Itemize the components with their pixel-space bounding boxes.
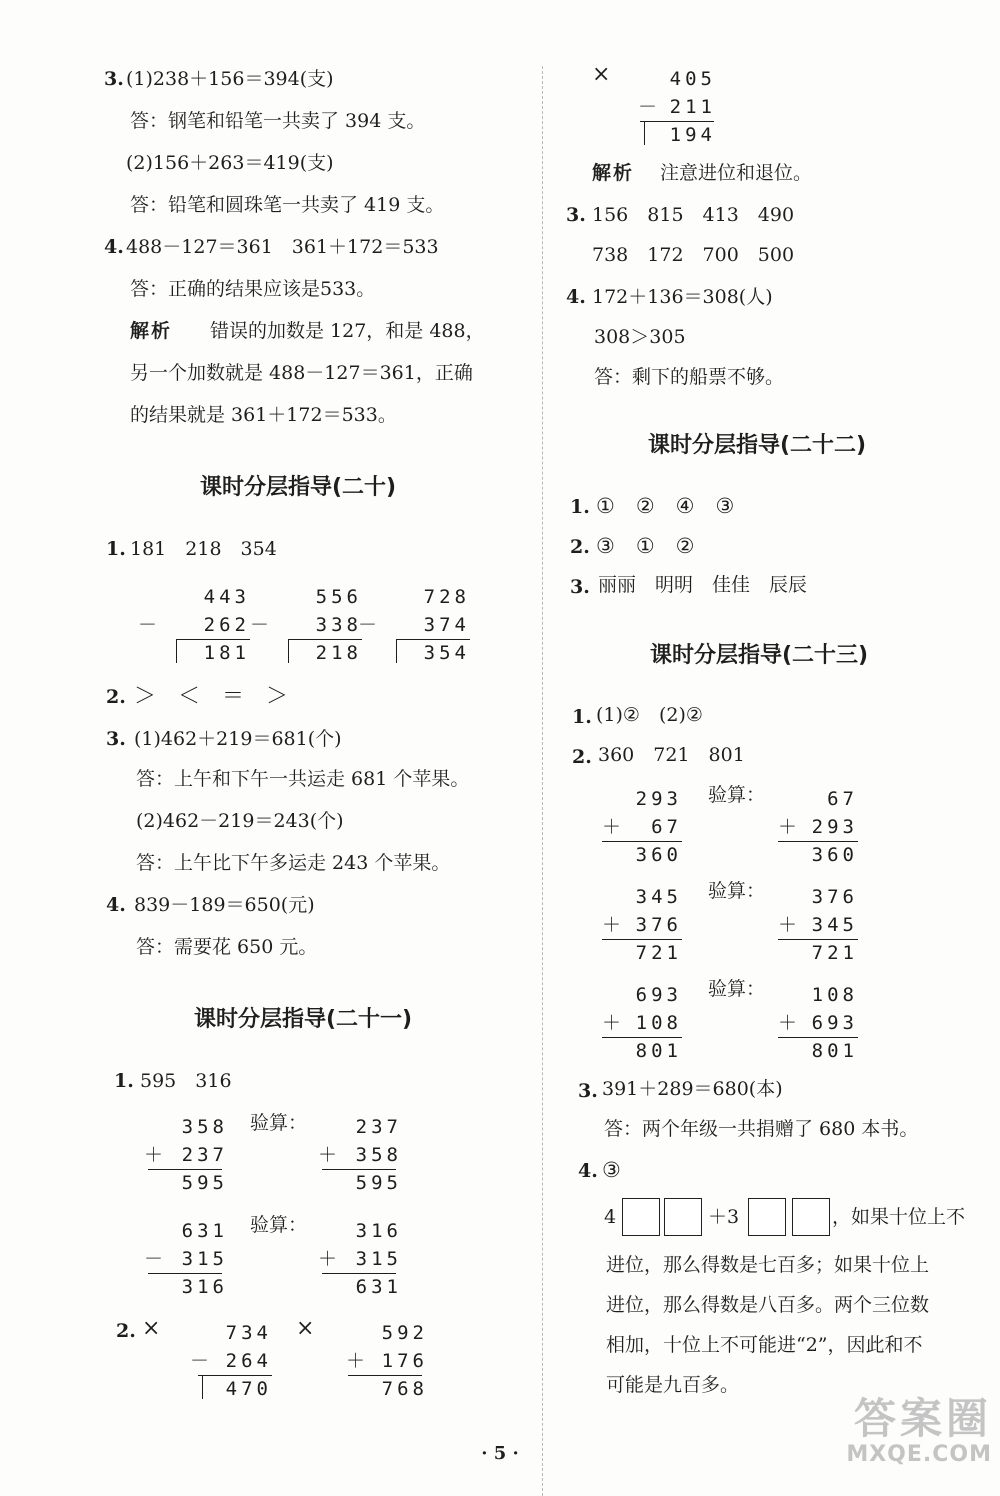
s20-q3-number: 3. bbox=[106, 728, 126, 750]
check-label: 验算： bbox=[250, 1214, 308, 1236]
s23-q1-number: 1. bbox=[572, 706, 592, 728]
s20-q2-answers: ＞ ＜ ＝ ＞ bbox=[134, 684, 289, 709]
wrong-mark-icon: × bbox=[296, 1316, 315, 1341]
check-label: 验算： bbox=[708, 978, 766, 1000]
s23-q3-line1: 391＋289＝680(本) bbox=[602, 1078, 783, 1100]
wrong-mark-icon: × bbox=[592, 62, 611, 87]
r-q3-number: 3. bbox=[566, 204, 586, 226]
s23-q4-answer: ③ bbox=[602, 1158, 621, 1182]
q3-line1: (1)238＋156＝394(支) bbox=[126, 68, 334, 90]
s20-q3-answer1: 答：上午和下午一共运走 681 个苹果。 bbox=[136, 768, 470, 790]
section-title-22: 课时分层指导(二十二) bbox=[648, 433, 867, 458]
s22-q2-answers: ③ ① ② bbox=[596, 534, 695, 558]
q4-number: 4. bbox=[104, 236, 124, 258]
s20-q1-answers: 181 218 354 bbox=[130, 538, 277, 560]
s20-q1-number: 1. bbox=[106, 538, 126, 560]
s23-q3-number: 3. bbox=[578, 1080, 598, 1102]
s22-q2-number: 2. bbox=[570, 536, 590, 558]
explanation-line1: 进位，那么得数是七百多；如果十位上 bbox=[606, 1254, 930, 1276]
s23-q3-answer: 答：两个年级一共捐赠了 680 本书。 bbox=[604, 1118, 919, 1140]
s22-q3-answers: 丽丽 明明 佳佳 辰辰 bbox=[598, 574, 808, 596]
watermark-text: 答案圈 bbox=[853, 1393, 992, 1443]
analysis-label: 解析 bbox=[592, 162, 635, 184]
s23-q4-number: 4. bbox=[578, 1160, 598, 1182]
s21-q1-answers: 595 316 bbox=[140, 1070, 232, 1092]
wrong-mark-icon: × bbox=[142, 1316, 161, 1341]
analysis-line1: 错误的加数是 127，和是 488， bbox=[210, 320, 485, 342]
q3-number: 3. bbox=[104, 68, 124, 90]
s22-q3-number: 3. bbox=[570, 576, 590, 598]
s23-q2-answers: 360 721 801 bbox=[598, 744, 745, 766]
s22-q1-answers: ① ② ④ ③ bbox=[596, 494, 735, 518]
s23-q2-number: 2. bbox=[572, 746, 592, 768]
r-q4-answer: 答：剩下的船票不够。 bbox=[594, 366, 785, 388]
workbook-page: 3. (1)238＋156＝394(支) 答：钢笔和铅笔一共卖了 394 支。 (2)156＋263＝419(支) 答：铅笔和圆珠笔一共卖了 419 支。 4. 488－127＝361 361＋172＝533 答：正确的结果应该是533。 解析 错误的加数是 127，和是 488， 另一个加数就是 488－127＝361，正确 的结果就是 361＋172＝533。 课时分层指导(二十) 1. 181 218 354 443 － 262 181 556 － 338 218 728 － 374 354 2. ＞ ＜ ＝ ＞ 3. (1)462＋219＝681(个) 答：上午和下午一共运走 681 个苹果。 (2)462－219＝243(个) 答：上午比下午多运走 243 个苹果。 4. 839－189＝650(元) 答：需要花 650 元。 课时分层指导(二十一) 1. 595 316 358 ＋ 237 595 验算： 237 ＋ 358 595 631 － 315 316 验算： 316 ＋ 315 631 2. × 734 － 264 470 × 592 ＋ 176 768 × 405 － 211 194 解析 注意进位和退位。 3. 156 815 413 490 738 172 700 500 4. 172＋136＝308(人) 308＞305 答：剩下的船票不够。 课时分层指导(二十二) 1. ① ② ④ ③ 2. ③ ① ② 3. 丽丽 明明 佳佳 辰辰 课时分层指导(二十三) 1. (1)② (2)② 2. 360 721 801 293 ＋ 67 360 验算： 67 ＋ 293 360 345 ＋ 376 721 验算： 376 ＋ 345 721 693 ＋ 108 801 验算： 108 ＋ 693 801 3. 391＋289＝680(本) 答：两个年级一共捐赠了 680 本书。 4. ③ 4 ＋3 ，如果十位上不 进位，那么得数是七百多；如果十位上 进位，那么得数是八百多。两个三位数 相加，十位上不可能进“2”，因此和不 可能是九百多。 · 5 · 答案圈 MXQE.COM bbox=[0, 0, 1000, 1471]
explanation-line2: 进位，那么得数是八百多。两个三位数 bbox=[606, 1294, 930, 1316]
s21-q2-number: 2. bbox=[116, 1320, 136, 1342]
section-title-23: 课时分层指导(二十三) bbox=[650, 643, 869, 668]
watermark-url: MXQE.COM bbox=[846, 1442, 992, 1467]
s20-q4-answer: 答：需要花 650 元。 bbox=[136, 936, 318, 958]
column-divider bbox=[542, 66, 543, 1496]
section-title-21: 课时分层指导(二十一) bbox=[194, 1007, 413, 1032]
analysis-line2: 另一个加数就是 488－127＝361，正确 bbox=[130, 362, 473, 384]
r-q3-row2: 738 172 700 500 bbox=[592, 244, 795, 266]
s20-q4-number: 4. bbox=[106, 894, 126, 916]
blank-box bbox=[664, 1198, 702, 1236]
analysis-line3: 的结果就是 361＋172＝533。 bbox=[130, 404, 397, 426]
plus-three: ＋3 bbox=[708, 1206, 740, 1228]
s20-q3-answer2: 答：上午比下午多运走 243 个苹果。 bbox=[136, 852, 451, 874]
r-q4-number: 4. bbox=[566, 286, 586, 308]
s21-q1-number: 1. bbox=[114, 1070, 134, 1092]
s20-q4-line1: 839－189＝650(元) bbox=[134, 894, 315, 916]
r-q4-line1: 172＋136＝308(人) bbox=[592, 286, 773, 308]
check-label: 验算： bbox=[708, 880, 766, 902]
r-q4-line2: 308＞305 bbox=[594, 326, 686, 348]
q4-answer: 答：正确的结果应该是533。 bbox=[130, 278, 376, 300]
section-title-20: 课时分层指导(二十) bbox=[200, 475, 397, 500]
analysis-text: 注意进位和退位。 bbox=[660, 162, 813, 184]
s23-q1-answers: (1)② (2)② bbox=[596, 704, 703, 726]
r-q3-row1: 156 815 413 490 bbox=[592, 204, 795, 226]
explanation-line3: 相加，十位上不可能进“2”，因此和不 bbox=[606, 1334, 923, 1356]
check-label: 验算： bbox=[708, 784, 766, 806]
s20-q3-line1: (1)462＋219＝681(个) bbox=[134, 728, 342, 750]
q3-answer2: 答：铅笔和圆珠笔一共卖了 419 支。 bbox=[130, 194, 445, 216]
watermark-logo bbox=[846, 1393, 992, 1467]
q4-line1: 488－127＝361 361＋172＝533 bbox=[126, 236, 439, 258]
digit-four: 4 bbox=[604, 1206, 617, 1228]
explanation-line0: ，如果十位上不 bbox=[832, 1206, 966, 1228]
q3-line2: (2)156＋263＝419(支) bbox=[126, 152, 334, 174]
s20-q3-line2: (2)462－219＝243(个) bbox=[136, 810, 344, 832]
s22-q1-number: 1. bbox=[570, 496, 590, 518]
check-label: 验算： bbox=[250, 1112, 308, 1134]
q3-answer1: 答：钢笔和铅笔一共卖了 394 支。 bbox=[130, 110, 426, 132]
s20-q2-number: 2. bbox=[106, 686, 126, 708]
blank-box bbox=[622, 1198, 660, 1236]
analysis-label: 解析 bbox=[130, 320, 173, 342]
blank-box bbox=[792, 1198, 830, 1236]
explanation-line4: 可能是九百多。 bbox=[606, 1374, 740, 1396]
blank-box bbox=[748, 1198, 786, 1236]
page-number: · 5 · bbox=[481, 1443, 519, 1464]
